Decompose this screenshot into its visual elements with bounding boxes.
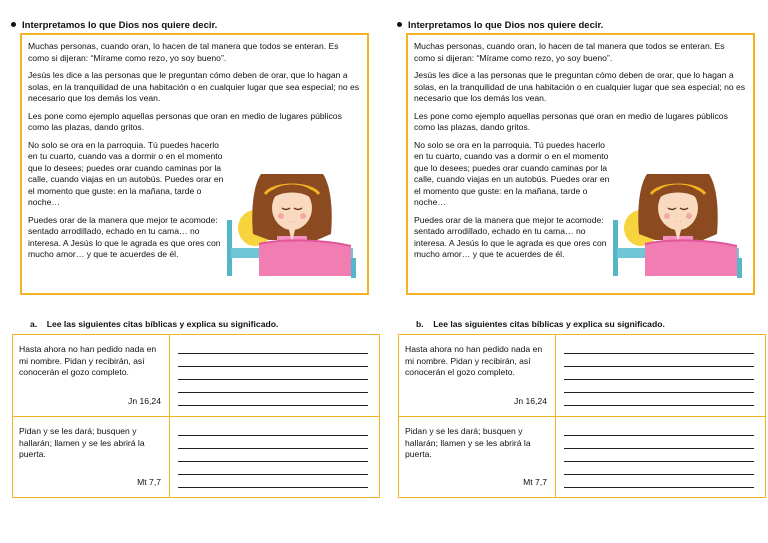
answer-lines[interactable]	[178, 343, 368, 408]
citation-text: Pidan y se les dará; busquen y hallarán; llamen y se les abrirá la puerta.	[19, 426, 145, 459]
story-box	[406, 33, 755, 295]
citation-reference: Jn 16,24	[128, 395, 161, 406]
story-paragraph-5: Puedes orar de la manera que mejor te acomode: sentado arrodillado, echado en tu cama… no interesa. A Jesús lo que le agrada es que ores con mucho amor… y que te acuerdes de él.	[28, 214, 221, 259]
answer-line[interactable]	[564, 425, 754, 436]
answer-line[interactable]	[178, 438, 368, 449]
answer-lines[interactable]	[178, 425, 368, 490]
answer-line[interactable]	[564, 343, 754, 354]
citation-text: Hasta ahora no han pedido nada en mi nombre. Pidan y recibirán, así conocerán el gozo completo.	[19, 344, 157, 377]
answer-line[interactable]	[564, 369, 754, 380]
citation-row	[399, 335, 765, 417]
answer-line[interactable]	[178, 451, 368, 462]
bullet-icon	[397, 22, 402, 27]
citation-cell	[399, 417, 556, 497]
answer-line[interactable]	[178, 395, 368, 406]
answer-line[interactable]	[564, 464, 754, 475]
answer-line[interactable]	[564, 438, 754, 449]
bullet-icon	[11, 22, 16, 27]
story-paragraph-1: Muchas personas, cuando oran, lo hacen de tal manera que todos se enteran. Es como si dijeran: “Mírame como rezo, yo soy bueno”.	[28, 41, 339, 63]
answer-line[interactable]	[564, 356, 754, 367]
praying-girl-in-bed-icon	[225, 162, 359, 282]
worksheet-left	[11, 0, 381, 543]
citation-cell	[399, 335, 556, 416]
story-paragraph-1: Muchas personas, cuando oran, lo hacen de tal manera que todos se enteran. Es como si dijeran: “Mírame como rezo, yo soy bueno”.	[414, 41, 725, 63]
answer-line[interactable]	[564, 477, 754, 488]
exercise-subtitle: a. Lee las siguientes citas bíblicas y explica su significado.	[30, 319, 279, 329]
exercise-subtitle: b. Lee las siguientes citas bíblicas y explica su significado.	[416, 319, 665, 329]
section-heading	[397, 20, 603, 31]
citation-row	[13, 335, 379, 417]
answer-line[interactable]	[564, 451, 754, 462]
answer-line[interactable]	[178, 369, 368, 380]
citation-cell	[13, 417, 170, 497]
citation-reference: Mt 7,7	[137, 476, 161, 487]
answer-line[interactable]	[178, 477, 368, 488]
section-heading	[11, 20, 217, 31]
citation-row	[399, 417, 765, 497]
story-box	[20, 33, 369, 295]
citation-text: Hasta ahora no han pedido nada en mi nombre. Pidan y recibirán, así conocerán el gozo completo.	[405, 344, 543, 377]
citations-table	[398, 334, 766, 498]
answer-line[interactable]	[178, 356, 368, 367]
heading-text: Interpretamos lo que Dios nos quiere decir.	[408, 20, 604, 31]
story-paragraph-2: Jesús les dice a las personas que le preguntan cómo deben de orar, que lo hagan a solas, en la tranquilidad de una habitación o en cualquier lugar que sea especial; no es necesario que los demás los vean.	[414, 70, 746, 103]
answer-line[interactable]	[178, 343, 368, 354]
citation-reference: Mt 7,7	[523, 476, 547, 487]
citation-reference: Jn 16,24	[514, 395, 547, 406]
answer-line[interactable]	[178, 464, 368, 475]
answer-lines[interactable]	[564, 425, 754, 490]
story-paragraph-2: Jesús les dice a las personas que le preguntan cómo deben de orar, que lo hagan a solas, en la tranquilidad de una habitación o en cualquier lugar que sea especial; no es necesario que los demás los vean.	[28, 70, 360, 103]
citation-text: Pidan y se les dará; busquen y hallarán; llamen y se les abrirá la puerta.	[405, 426, 531, 459]
story-paragraph-3: Les pone como ejemplo aquellas personas que oran en medio de lugares públicos como las plazas, dando gritos.	[414, 110, 728, 132]
citation-cell	[13, 335, 170, 416]
story-paragraph-3: Les pone como ejemplo aquellas personas que oran en medio de lugares públicos como las plazas, dando gritos.	[28, 110, 342, 132]
answer-line[interactable]	[178, 382, 368, 393]
story-paragraph-4: No solo se ora en la parroquia. Tú puedes hacerlo en tu cuarto, cuando vas a dormir o en el momento que lo desees; puedes orar cuando caminas por la calle, cuando viajas en un autobús. Puedes orar en el momento que guste: en la mañana, tarde o noche…	[28, 139, 224, 207]
citation-row	[13, 417, 379, 497]
citations-table	[12, 334, 380, 498]
answer-line[interactable]	[178, 425, 368, 436]
praying-girl-in-bed-icon	[611, 162, 745, 282]
answer-line[interactable]	[564, 382, 754, 393]
answer-line[interactable]	[564, 395, 754, 406]
story-paragraph-5: Puedes orar de la manera que mejor te acomode: sentado arrodillado, echado en tu cama… no interesa. A Jesús lo que le agrada es que ores con mucho amor… y que te acuerdes de él.	[414, 214, 607, 259]
worksheet-right	[397, 0, 767, 543]
story-paragraph-4: No solo se ora en la parroquia. Tú puedes hacerlo en tu cuarto, cuando vas a dormir o en el momento que lo desees; puedes orar cuando caminas por la calle, cuando viajas en un autobús. Puedes orar en el momento que guste: en la mañana, tarde o noche…	[414, 139, 610, 207]
answer-lines[interactable]	[564, 343, 754, 408]
heading-text: Interpretamos lo que Dios nos quiere decir.	[22, 20, 218, 31]
